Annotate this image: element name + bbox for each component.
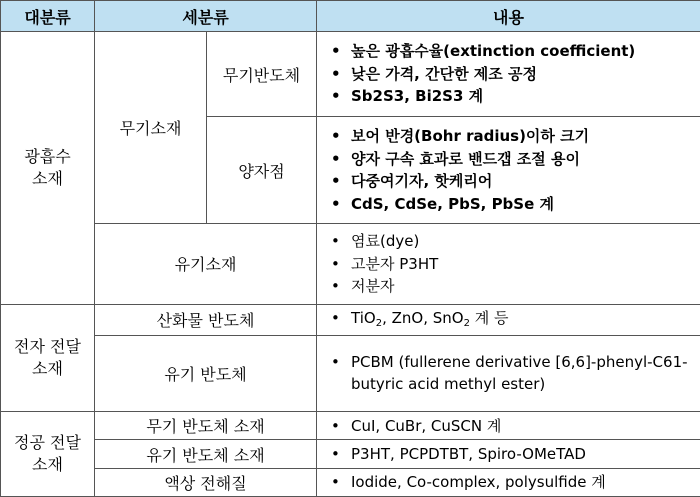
subcategory-hole-inorganic: 무기 반도체 소재 — [95, 412, 317, 440]
content-hole-liquid — [317, 468, 700, 496]
list-item: • 고분자 P3HT — [325, 253, 694, 276]
category-hole: 정공 전달 소재 — [1, 412, 95, 497]
subcategory-organic: 유기소재 — [95, 224, 317, 305]
content-hole-organic — [317, 440, 700, 468]
subcategory-oxide: 산화물 반도체 — [95, 304, 317, 335]
content-quantum-dot — [317, 117, 700, 224]
category-electron: 전자 전달 소재 — [1, 304, 95, 411]
list-item: • P3HT, PCPDTBT, Spiro-OMeTAD — [325, 443, 694, 466]
list-item: • 염료(dye) — [325, 230, 694, 253]
list-item: • 보어 반경(Bohr radius)이하 크기 — [325, 125, 694, 148]
list-item: • Iodide, Co-complex, polysulfide 계 — [325, 471, 694, 494]
category-light-absorb: 광흡수 소재 — [1, 32, 95, 304]
content-inorganic-semiconductor — [317, 32, 700, 117]
subcategory-quantum-dot: 양자점 — [207, 117, 317, 224]
header-row — [1, 1, 700, 32]
content-organic — [317, 224, 700, 305]
content-oxide — [317, 304, 700, 335]
header-minor: 세분류 — [95, 1, 317, 32]
header-content: 내용 — [317, 1, 700, 32]
list-item: • 낮은 가격, 간단한 제조 공정 — [325, 63, 694, 86]
list-item: • 높은 광흡수율(extinction coefficient) — [325, 40, 694, 63]
list-item: • CuI, CuBr, CuSCN 계 — [325, 415, 694, 438]
subcategory-inorganic: 무기소재 — [95, 32, 207, 224]
list-item: • 양자 구속 효과로 밴드갭 조절 용이 — [325, 148, 694, 171]
subcategory-hole-organic: 유기 반도체 소재 — [95, 440, 317, 468]
list-item: • TiO$_2$, ZnO, SnO$_2$ 계 등 — [325, 307, 694, 333]
subcategory-hole-liquid: 액상 전해질 — [95, 468, 317, 496]
subcategory-inorganic-semiconductor: 무기반도체 — [207, 32, 317, 117]
table-row — [1, 224, 700, 305]
table-row — [1, 32, 700, 117]
list-item: • 다중여기자, 핫케리어 — [325, 170, 694, 193]
content-hole-inorganic — [317, 412, 700, 440]
subcategory-electron-organic: 유기 반도체 — [95, 335, 317, 412]
content-pcbm — [317, 335, 700, 412]
table-row — [1, 412, 700, 440]
table-row — [1, 440, 700, 468]
list-item: • CdS, CdSe, PbS, PbSe 계 — [325, 193, 694, 216]
table-row — [1, 304, 700, 335]
list-item: • Sb2S3, Bi2S3 계 — [325, 85, 694, 108]
table-row — [1, 335, 700, 412]
list-item: • PCBM (fullerene derivative [6,6]-phenyl-C61-butyric acid methyl ester) — [325, 351, 694, 396]
list-item: • 저분자 — [325, 275, 694, 298]
table-row — [1, 468, 700, 496]
header-major: 대분류 — [1, 1, 95, 32]
